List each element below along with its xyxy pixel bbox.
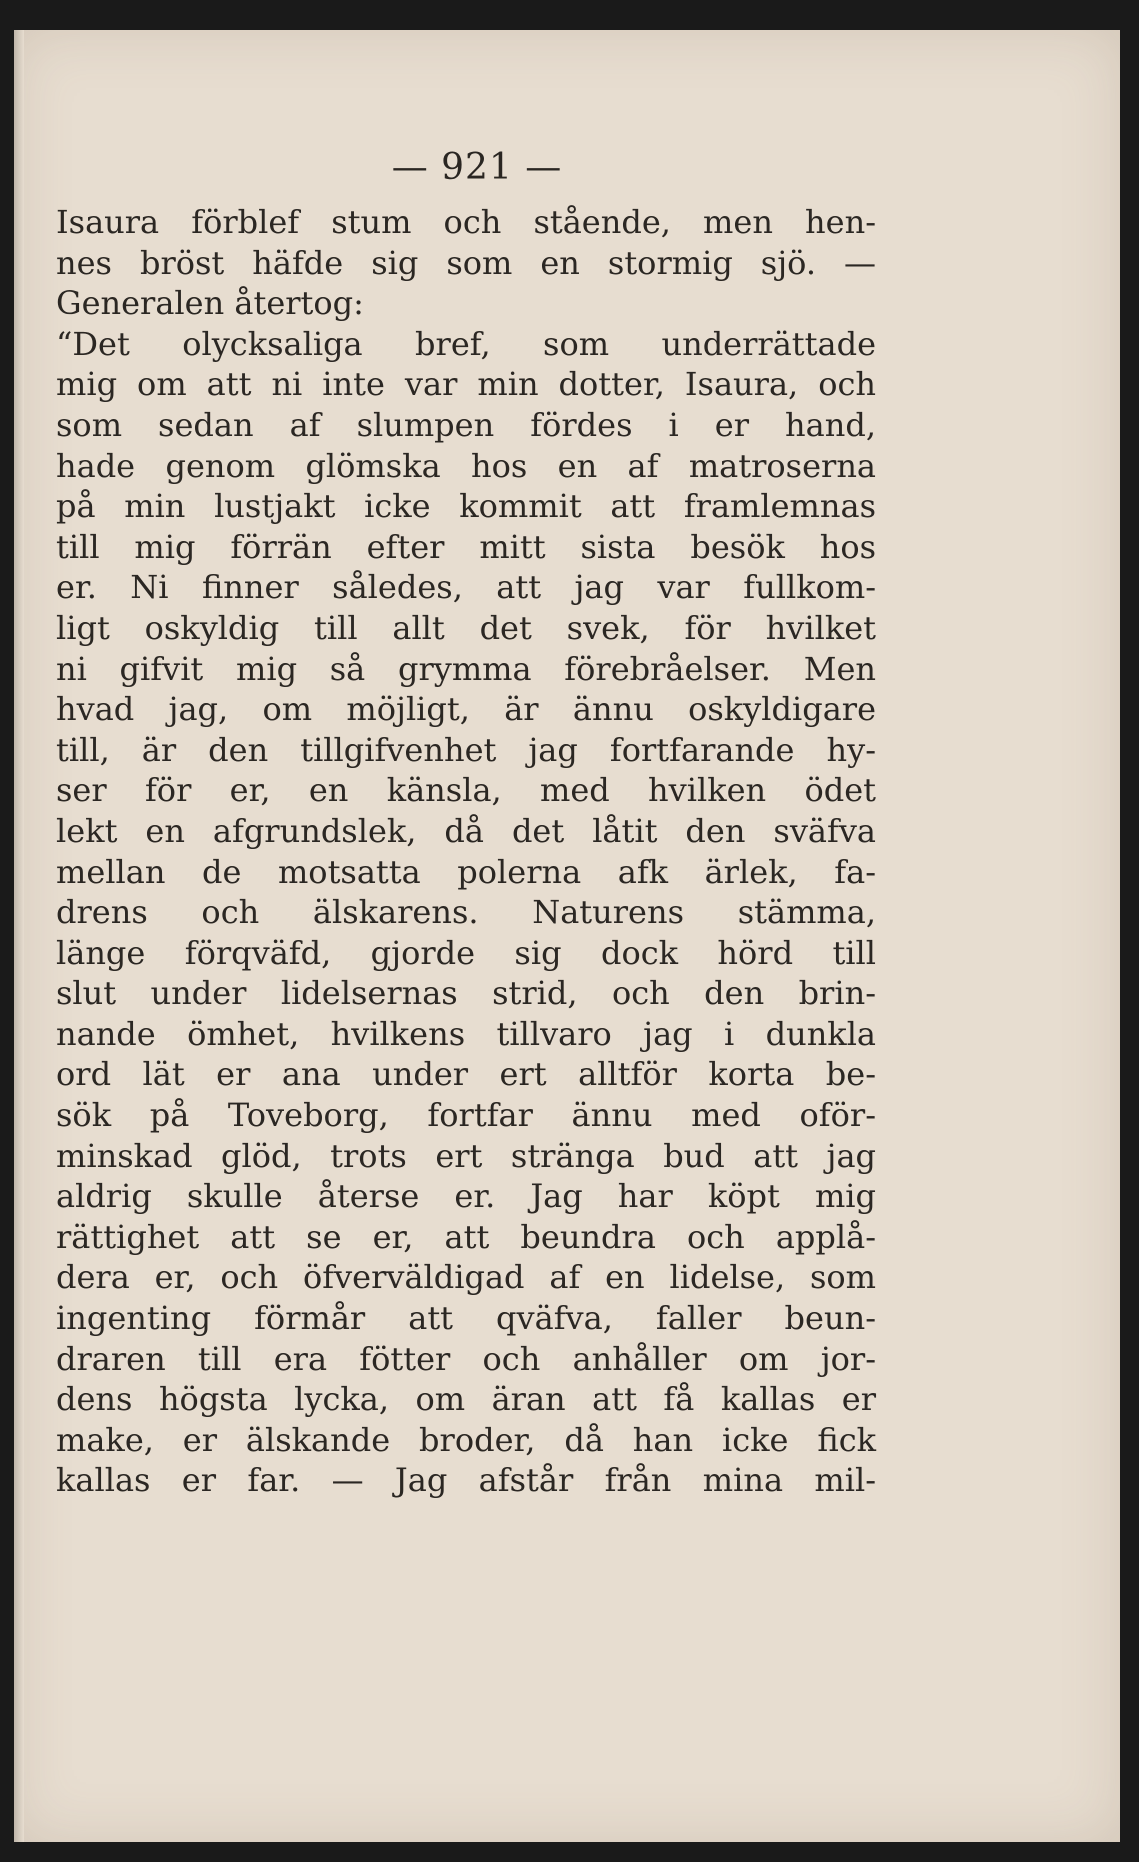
text-line: er. Ni finner således, att jag var fullkom- xyxy=(56,568,876,607)
text-line: Isaura förblef stum och stående, men hen- xyxy=(56,203,876,241)
text-line: till, är den tillgifvenhet jag fortfarande hy- xyxy=(56,730,876,769)
text-line: ord lät er ana under ert alltför korta be- xyxy=(56,1055,876,1094)
text-line: Generalen återtog: xyxy=(56,284,364,323)
text-line: dera er, och öfverväldigad af en lidelse, som xyxy=(56,1258,876,1297)
text-line: rättighet att se er, att beundra och applå- xyxy=(56,1217,876,1256)
body-text xyxy=(56,202,876,1501)
text-line: ni gifvit mig så grymma förebråelser. Men xyxy=(56,649,876,688)
text-line: nes bröst häfde sig som en stormig sjö. — xyxy=(56,243,876,282)
text-line: make, er älskande broder, då han icke fick xyxy=(56,1420,876,1459)
text-line: mig om att ni inte var min dotter, Isaura, och xyxy=(56,365,876,404)
book-page xyxy=(14,30,1120,1842)
text-line: ligt oskyldig till allt det svek, för hvilket xyxy=(56,608,876,647)
text-line: länge förqväfd, gjorde sig dock hörd till xyxy=(56,933,876,972)
text-line: ser för er, en känsla, med hvilken ödet xyxy=(56,771,876,810)
text-line: slut under lidelsernas strid, och den brin- xyxy=(56,974,876,1013)
text-line: till mig förrän efter mitt sista besök hos xyxy=(56,527,876,566)
text-line: kallas er far. — Jag afstår från mina mil- xyxy=(56,1461,876,1500)
text-line: “Det olycksaliga bref, som underrättade xyxy=(56,324,876,363)
text-line: minskad glöd, trots ert stränga bud att jag xyxy=(56,1136,876,1175)
text-line: hade genom glömska hos en af matroserna xyxy=(56,446,876,485)
text-line: dens högsta lycka, om äran att få kallas er xyxy=(56,1380,876,1419)
text-line: lekt en afgrundslek, då det låtit den sväfva xyxy=(56,811,876,850)
text-line: mellan de motsatta polerna afk ärlek, fa- xyxy=(56,852,876,891)
text-line: aldrig skulle återse er. Jag har köpt mig xyxy=(56,1177,876,1216)
text-line: hvad jag, om möjligt, är ännu oskyldigare xyxy=(56,690,876,729)
page-spine-edge xyxy=(14,30,24,1842)
page-number: — 921 — xyxy=(391,147,563,188)
text-line: drens och älskarens. Naturens stämma, xyxy=(56,893,876,932)
text-line: som sedan af slumpen fördes i er hand, xyxy=(56,405,876,444)
text-line: sök på Toveborg, fortfar ännu med oför- xyxy=(56,1096,876,1135)
text-line: ingenting förmår att qväfva, faller beun- xyxy=(56,1299,876,1338)
text-line: draren till era fötter och anhåller om jor- xyxy=(56,1339,876,1378)
text-line: på min lustjakt icke kommit att framlemnas xyxy=(56,487,876,526)
text-line: nande ömhet, hvilkens tillvaro jag i dunkla xyxy=(56,1014,876,1053)
